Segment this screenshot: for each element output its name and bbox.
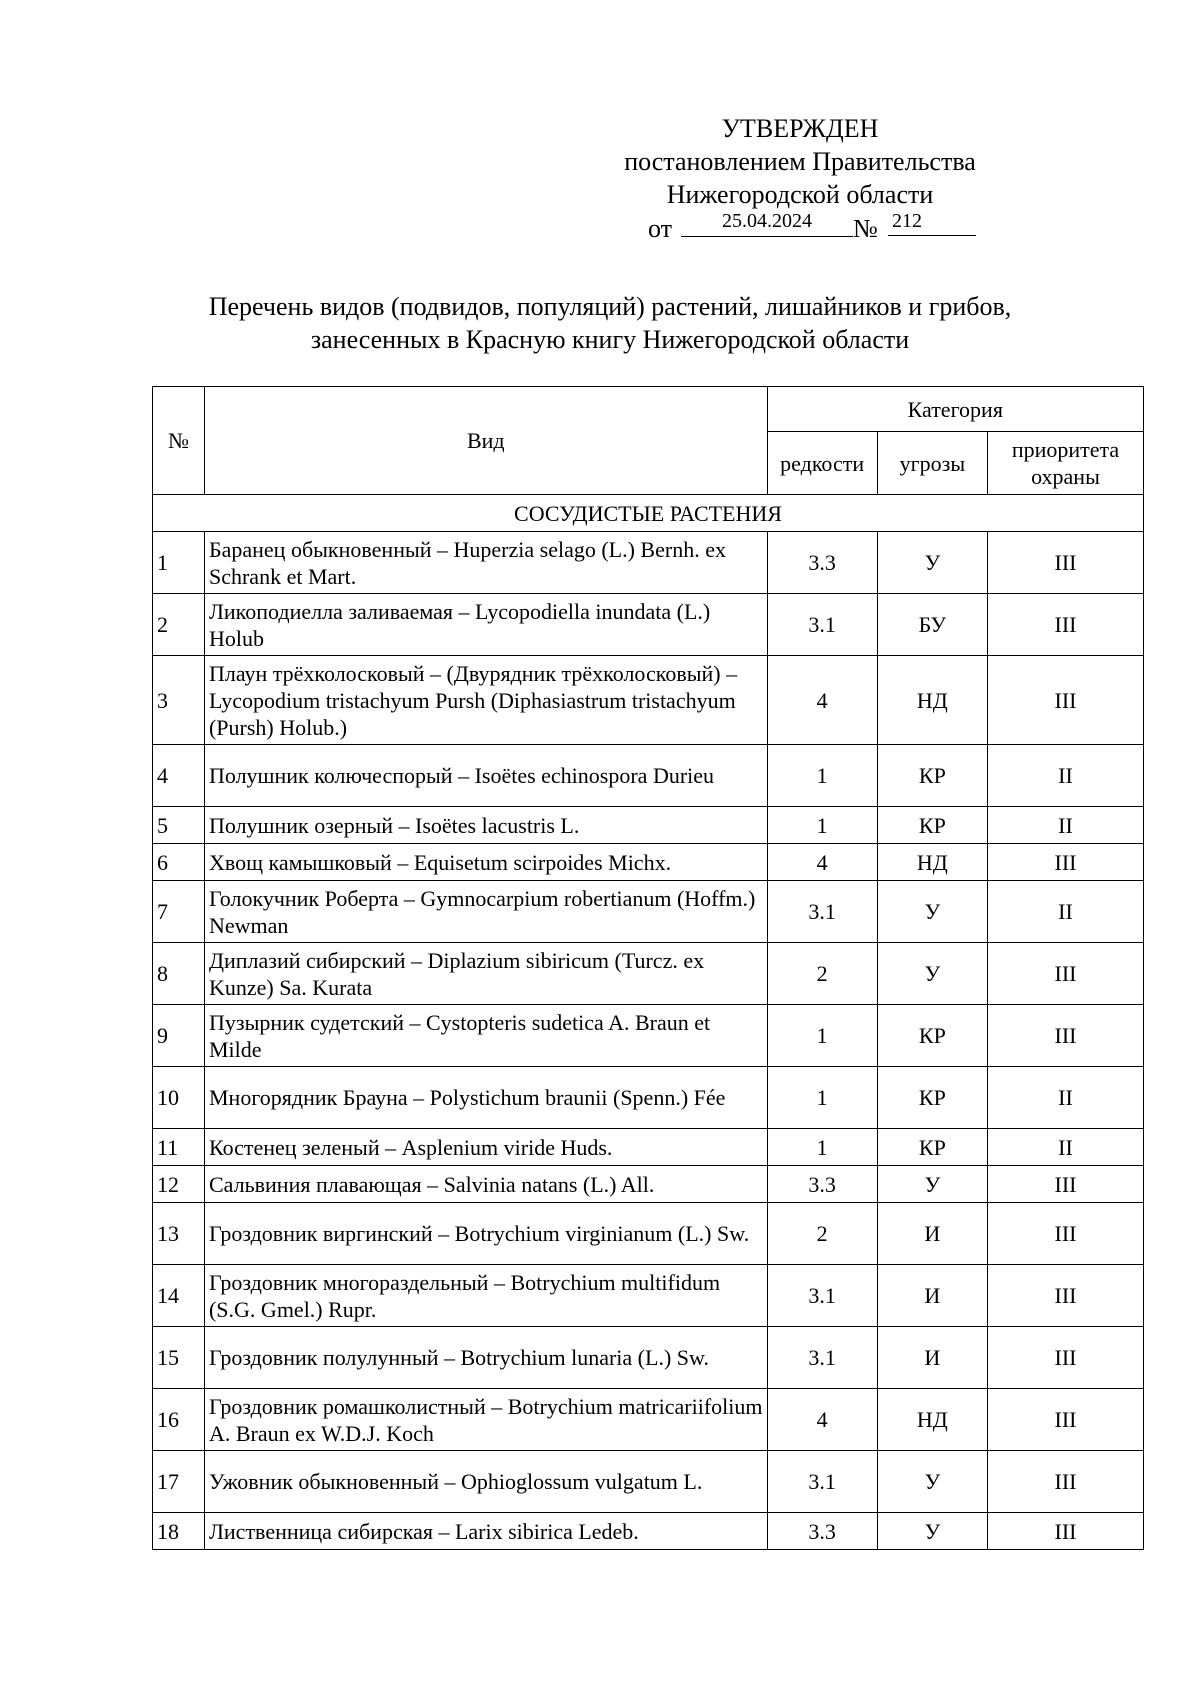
row-number: 15 [153,1327,205,1389]
priority-category: III [987,1166,1143,1203]
species-name: Лиственница сибирская – Larix sibirica Ledeb. [204,1513,767,1550]
table-row [153,745,1144,807]
priority-category: III [987,1005,1143,1067]
table-row [153,1265,1144,1327]
table-row [153,532,1144,594]
date-prefix: от [648,214,673,243]
approval-date: 25.04.2024 [681,206,853,237]
species-name: Баранец обыкновенный – Huperzia selago (L.) Bernh. ex Schrank et Mart. [204,532,767,594]
priority-category: II [987,881,1143,943]
rarity-category: 4 [767,656,877,745]
species-name: Диплазий сибирский – Diplazium sibiricum (Turcz. ex Kunze) Sa. Kurata [204,943,767,1005]
row-number: 9 [153,1005,205,1067]
row-number: 7 [153,881,205,943]
priority-category: III [987,1513,1143,1550]
rarity-category: 2 [767,943,877,1005]
row-number: 17 [153,1451,205,1513]
threat-category: КР [877,807,987,844]
table-row [153,881,1144,943]
species-name: Гроздовник многораздельный – Botrychium multifidum (S.G. Gmel.) Rupr. [204,1265,767,1327]
threat-category: У [877,1166,987,1203]
header-threat: угрозы [877,432,987,495]
rarity-category: 1 [767,745,877,807]
rarity-category: 3.3 [767,1513,877,1550]
species-name: Гроздовник виргинский – Botrychium virginianum (L.) Sw. [204,1203,767,1265]
priority-category: III [987,594,1143,656]
header-no: № [153,387,205,495]
threat-category: НД [877,844,987,881]
table-row [153,807,1144,844]
species-name: Плаун трёхколосковый – (Двурядник трёхколосковый) – Lycopodium tristachyum Pursh (Diphasiastrum tristachyum (Pursh) Holub.) [204,656,767,745]
row-number: 2 [153,594,205,656]
priority-category: III [987,943,1143,1005]
document-title-line-2: занесенных в Красную книгу Нижегородской области [310,325,910,354]
document-title-line-1: Перечень видов (подвидов, популяций) растений, лишайников и грибов, [208,292,1012,321]
species-name: Гроздовник полулунный – Botrychium lunaria (L.) Sw. [204,1327,767,1389]
priority-category: II [987,1129,1143,1166]
species-name: Ужовник обыкновенный – Ophioglossum vulgatum L. [204,1451,767,1513]
table-row [153,1451,1144,1513]
threat-category: У [877,1451,987,1513]
row-number: 18 [153,1513,205,1550]
row-number: 13 [153,1203,205,1265]
approval-line-3: Нижегородской области [666,180,934,209]
species-name: Ликоподиелла заливаемая – Lycopodiella inundata (L.) Holub [204,594,767,656]
number-sign: № [853,214,878,243]
rarity-category: 3.3 [767,532,877,594]
rarity-category: 3.3 [767,1166,877,1203]
approval-line-2: постановлением Правительства [624,147,976,176]
threat-category: НД [877,1389,987,1451]
table-row [153,1389,1144,1451]
row-number: 11 [153,1129,205,1166]
priority-category: III [987,1451,1143,1513]
species-name: Многорядник Брауна – Polystichum braunii (Spenn.) Fée [204,1067,767,1129]
rarity-category: 3.1 [767,1451,877,1513]
threat-category: У [877,881,987,943]
document-title [150,290,1070,356]
priority-category: III [987,656,1143,745]
header-category: Категория [767,387,1143,432]
approval-number: 212 [888,206,976,236]
table-row [153,1067,1144,1129]
table-row [153,1166,1144,1203]
priority-category: III [987,1265,1143,1327]
priority-category: II [987,745,1143,807]
priority-category: III [987,1389,1143,1451]
table-row [153,943,1144,1005]
rarity-category: 3.1 [767,1265,877,1327]
priority-category: III [987,1327,1143,1389]
row-number: 14 [153,1265,205,1327]
rarity-category: 4 [767,844,877,881]
rarity-category: 3.1 [767,594,877,656]
table-row [153,1327,1144,1389]
threat-category: НД [877,656,987,745]
species-name: Голокучник Роберта – Gymnocarpium robertianum (Hoffm.) Newman [204,881,767,943]
header-row-1 [153,387,1144,432]
rarity-category: 1 [767,1129,877,1166]
species-name: Сальвиния плавающая – Salvinia natans (L.) All. [204,1166,767,1203]
threat-category: И [877,1203,987,1265]
row-number: 10 [153,1067,205,1129]
rarity-category: 1 [767,1005,877,1067]
header-rarity: редкости [767,432,877,495]
priority-category: III [987,844,1143,881]
threat-category: КР [877,1067,987,1129]
rarity-category: 1 [767,807,877,844]
row-number: 16 [153,1389,205,1451]
rarity-category: 3.1 [767,881,877,943]
threat-category: КР [877,1129,987,1166]
red-book-table [152,386,1144,1550]
section-title: СОСУДИСТЫЕ РАСТЕНИЯ [153,495,1144,532]
approval-title: УТВЕРЖДЕН [721,114,879,143]
threat-category: КР [877,745,987,807]
table-row [153,656,1144,745]
header-priority: приоритета охраны [987,432,1143,495]
row-number: 12 [153,1166,205,1203]
priority-category: III [987,1203,1143,1265]
threat-category: БУ [877,594,987,656]
rarity-category: 3.1 [767,1327,877,1389]
threat-category: У [877,1513,987,1550]
species-name: Хвощ камышковый – Equisetum scirpoides Michx. [204,844,767,881]
species-name: Гроздовник ромашколистный – Botrychium matricariifolium A. Braun ex W.D.J. Koch [204,1389,767,1451]
row-number: 4 [153,745,205,807]
threat-category: КР [877,1005,987,1067]
threat-category: У [877,943,987,1005]
table-row [153,594,1144,656]
species-name: Костенец зеленый – Asplenium viride Huds. [204,1129,767,1166]
priority-category: II [987,807,1143,844]
rarity-category: 4 [767,1389,877,1451]
row-number: 8 [153,943,205,1005]
section-row [153,495,1144,532]
table-row [153,1513,1144,1550]
row-number: 6 [153,844,205,881]
threat-category: И [877,1265,987,1327]
priority-category: III [987,532,1143,594]
row-number: 1 [153,532,205,594]
rarity-category: 1 [767,1067,877,1129]
species-name: Полушник озерный – Isoëtes lacustris L. [204,807,767,844]
species-name: Пузырник судетский – Cystopteris sudetica A. Braun et Milde [204,1005,767,1067]
table-row [153,844,1144,881]
table-row [153,1129,1144,1166]
species-name: Полушник колючеспорый – Isoëtes echinospora Durieu [204,745,767,807]
table-row [153,1203,1144,1265]
approval-block [600,112,1000,211]
table-row [153,1005,1144,1067]
header-species: Вид [204,387,767,495]
threat-category: И [877,1327,987,1389]
priority-category: II [987,1067,1143,1129]
row-number: 5 [153,807,205,844]
rarity-category: 2 [767,1203,877,1265]
threat-category: У [877,532,987,594]
row-number: 3 [153,656,205,745]
